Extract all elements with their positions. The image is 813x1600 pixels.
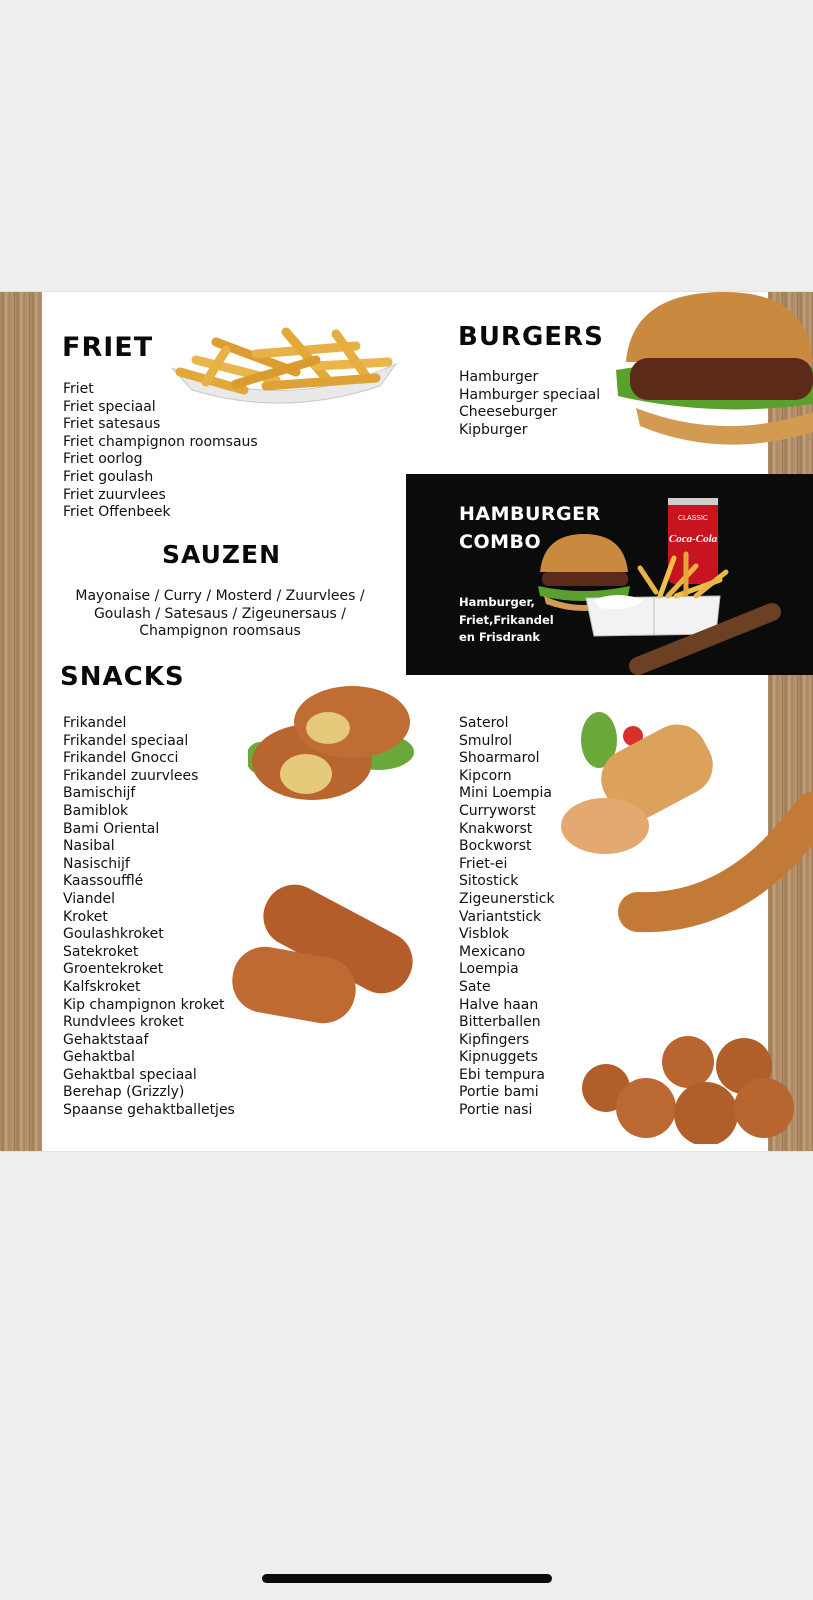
- snacks-item: Spaanse gehaktballetjes: [63, 1102, 235, 1119]
- snacks-item: Gehaktstaaf: [63, 1031, 149, 1048]
- combo-title-line2: COMBO: [459, 531, 542, 553]
- snacks-item: Kip champignon kroket: [63, 996, 225, 1013]
- snacks-item: Portie bami: [459, 1084, 539, 1101]
- hamburger-combo-panel: [406, 474, 813, 675]
- can-label: CLASSIC: [678, 515, 708, 522]
- burgers-item: Hamburger speciaal: [459, 386, 601, 403]
- snacks-item: Frikandel: [63, 715, 127, 731]
- snacks-item: Friet-ei: [459, 855, 508, 872]
- snacks-item: Kipnuggets: [459, 1049, 538, 1066]
- combo-desc-line2: Friet,Frikandel: [459, 612, 554, 627]
- snacks-item: Kalfskroket: [63, 978, 141, 995]
- snacks-item: Kipfingers: [459, 1031, 530, 1048]
- friet-item: Friet zuurvlees: [63, 486, 166, 503]
- burgers-item: Hamburger: [459, 369, 539, 385]
- snacks-item: Variantstick: [459, 908, 542, 925]
- friet-heading: FRIET: [62, 332, 154, 363]
- burgers-item: Cheeseburger: [459, 404, 558, 421]
- burgers-list: [459, 369, 600, 439]
- snacks-item: Berehap (Grizzly): [63, 1084, 185, 1101]
- snacks-heading: SNACKS: [60, 662, 185, 692]
- sauzen-heading: SAUZEN: [162, 540, 282, 569]
- snacks-item: Smulrol: [459, 732, 513, 749]
- snacks-item: Visblok: [459, 926, 509, 943]
- home-indicator[interactable]: [262, 1574, 552, 1583]
- combo-title-line1: HAMBURGER: [459, 503, 601, 525]
- snacks-item: Curryworst: [459, 802, 536, 819]
- snacks-item: Sitostick: [459, 873, 519, 890]
- snacks-item: Sate: [459, 978, 491, 995]
- bamischijf-image: [248, 678, 424, 812]
- snacks-item: Mini Loempia: [459, 785, 552, 802]
- snacks-item: Portie nasi: [459, 1102, 533, 1119]
- snacks-item: Gehaktbal speciaal: [63, 1066, 197, 1083]
- bitterballen-image: [582, 1032, 794, 1144]
- snacks-item: Ebi tempura: [459, 1066, 545, 1083]
- snacks-list-left: [63, 715, 235, 1120]
- sausage-image: [618, 792, 813, 952]
- snacks-item: Frikandel Gnocci: [63, 750, 179, 767]
- snacks-item: Gehaktbal: [63, 1049, 135, 1066]
- snacks-item: Saterol: [459, 715, 509, 731]
- friet-item: Friet Offenbeek: [63, 504, 171, 521]
- friet-item: Friet goulash: [63, 468, 154, 485]
- snacks-item: Bockworst: [459, 838, 532, 855]
- snacks-item: Nasischijf: [63, 855, 130, 872]
- snacks-item: Bamischijf: [63, 785, 136, 802]
- friet-item: Friet speciaal: [63, 398, 156, 415]
- snacks-item: Frikandel speciaal: [63, 732, 189, 749]
- wood-border-left: [0, 292, 42, 1151]
- snacks-item: Viandel: [63, 890, 116, 907]
- burgers-heading: BURGERS: [458, 322, 604, 352]
- snacks-item: Groentekroket: [63, 961, 164, 978]
- burgers-item: Kipburger: [459, 421, 528, 438]
- combo-desc-line1: Hamburger,: [459, 595, 535, 609]
- snacks-item: Goulashkroket: [63, 926, 164, 943]
- snacks-item: Bitterballen: [459, 1014, 541, 1031]
- snacks-item: Rundvlees kroket: [63, 1014, 184, 1031]
- snacks-item: Bamiblok: [63, 802, 129, 819]
- burger-image: [612, 292, 813, 452]
- combo-meal-image: [536, 496, 813, 675]
- snacks-list-right: [459, 715, 555, 1120]
- fries-tray-image: [166, 320, 402, 410]
- snacks-item: Halve haan: [459, 996, 539, 1013]
- sauzen-text: Mayonaise / Curry / Mosterd / Zuurvlees / Goulash / Satesaus / Zigeunersaus / Champignon roomsaus: [75, 588, 365, 640]
- friet-item: Friet champignon roomsaus: [63, 433, 258, 450]
- snacks-item: Shoarmarol: [459, 750, 540, 767]
- snacks-item: Kroket: [63, 908, 108, 925]
- snacks-item: Bami Oriental: [63, 820, 160, 837]
- friet-item: Friet oorlog: [63, 451, 143, 468]
- friet-item: Friet: [63, 381, 94, 397]
- snacks-item: Mexicano: [459, 943, 526, 960]
- snacks-item: Loempia: [459, 961, 519, 978]
- snacks-item: Nasibal: [63, 838, 115, 855]
- snacks-item: Satekroket: [63, 943, 139, 960]
- friet-item: Friet satesaus: [63, 416, 161, 433]
- combo-desc-line3: en Frisdrank: [459, 630, 541, 644]
- kroket-image: [228, 882, 422, 1030]
- snacks-item: Frikandel zuurvlees: [63, 767, 199, 784]
- snacks-item: Zigeunerstick: [459, 890, 555, 907]
- snacks-item: Kaassoufflé: [63, 873, 144, 890]
- snacks-item: Knakworst: [459, 820, 533, 837]
- snacks-item: Kipcorn: [459, 767, 512, 784]
- menu-card: [0, 292, 813, 1151]
- can-brand: Coca-Cola: [668, 533, 718, 545]
